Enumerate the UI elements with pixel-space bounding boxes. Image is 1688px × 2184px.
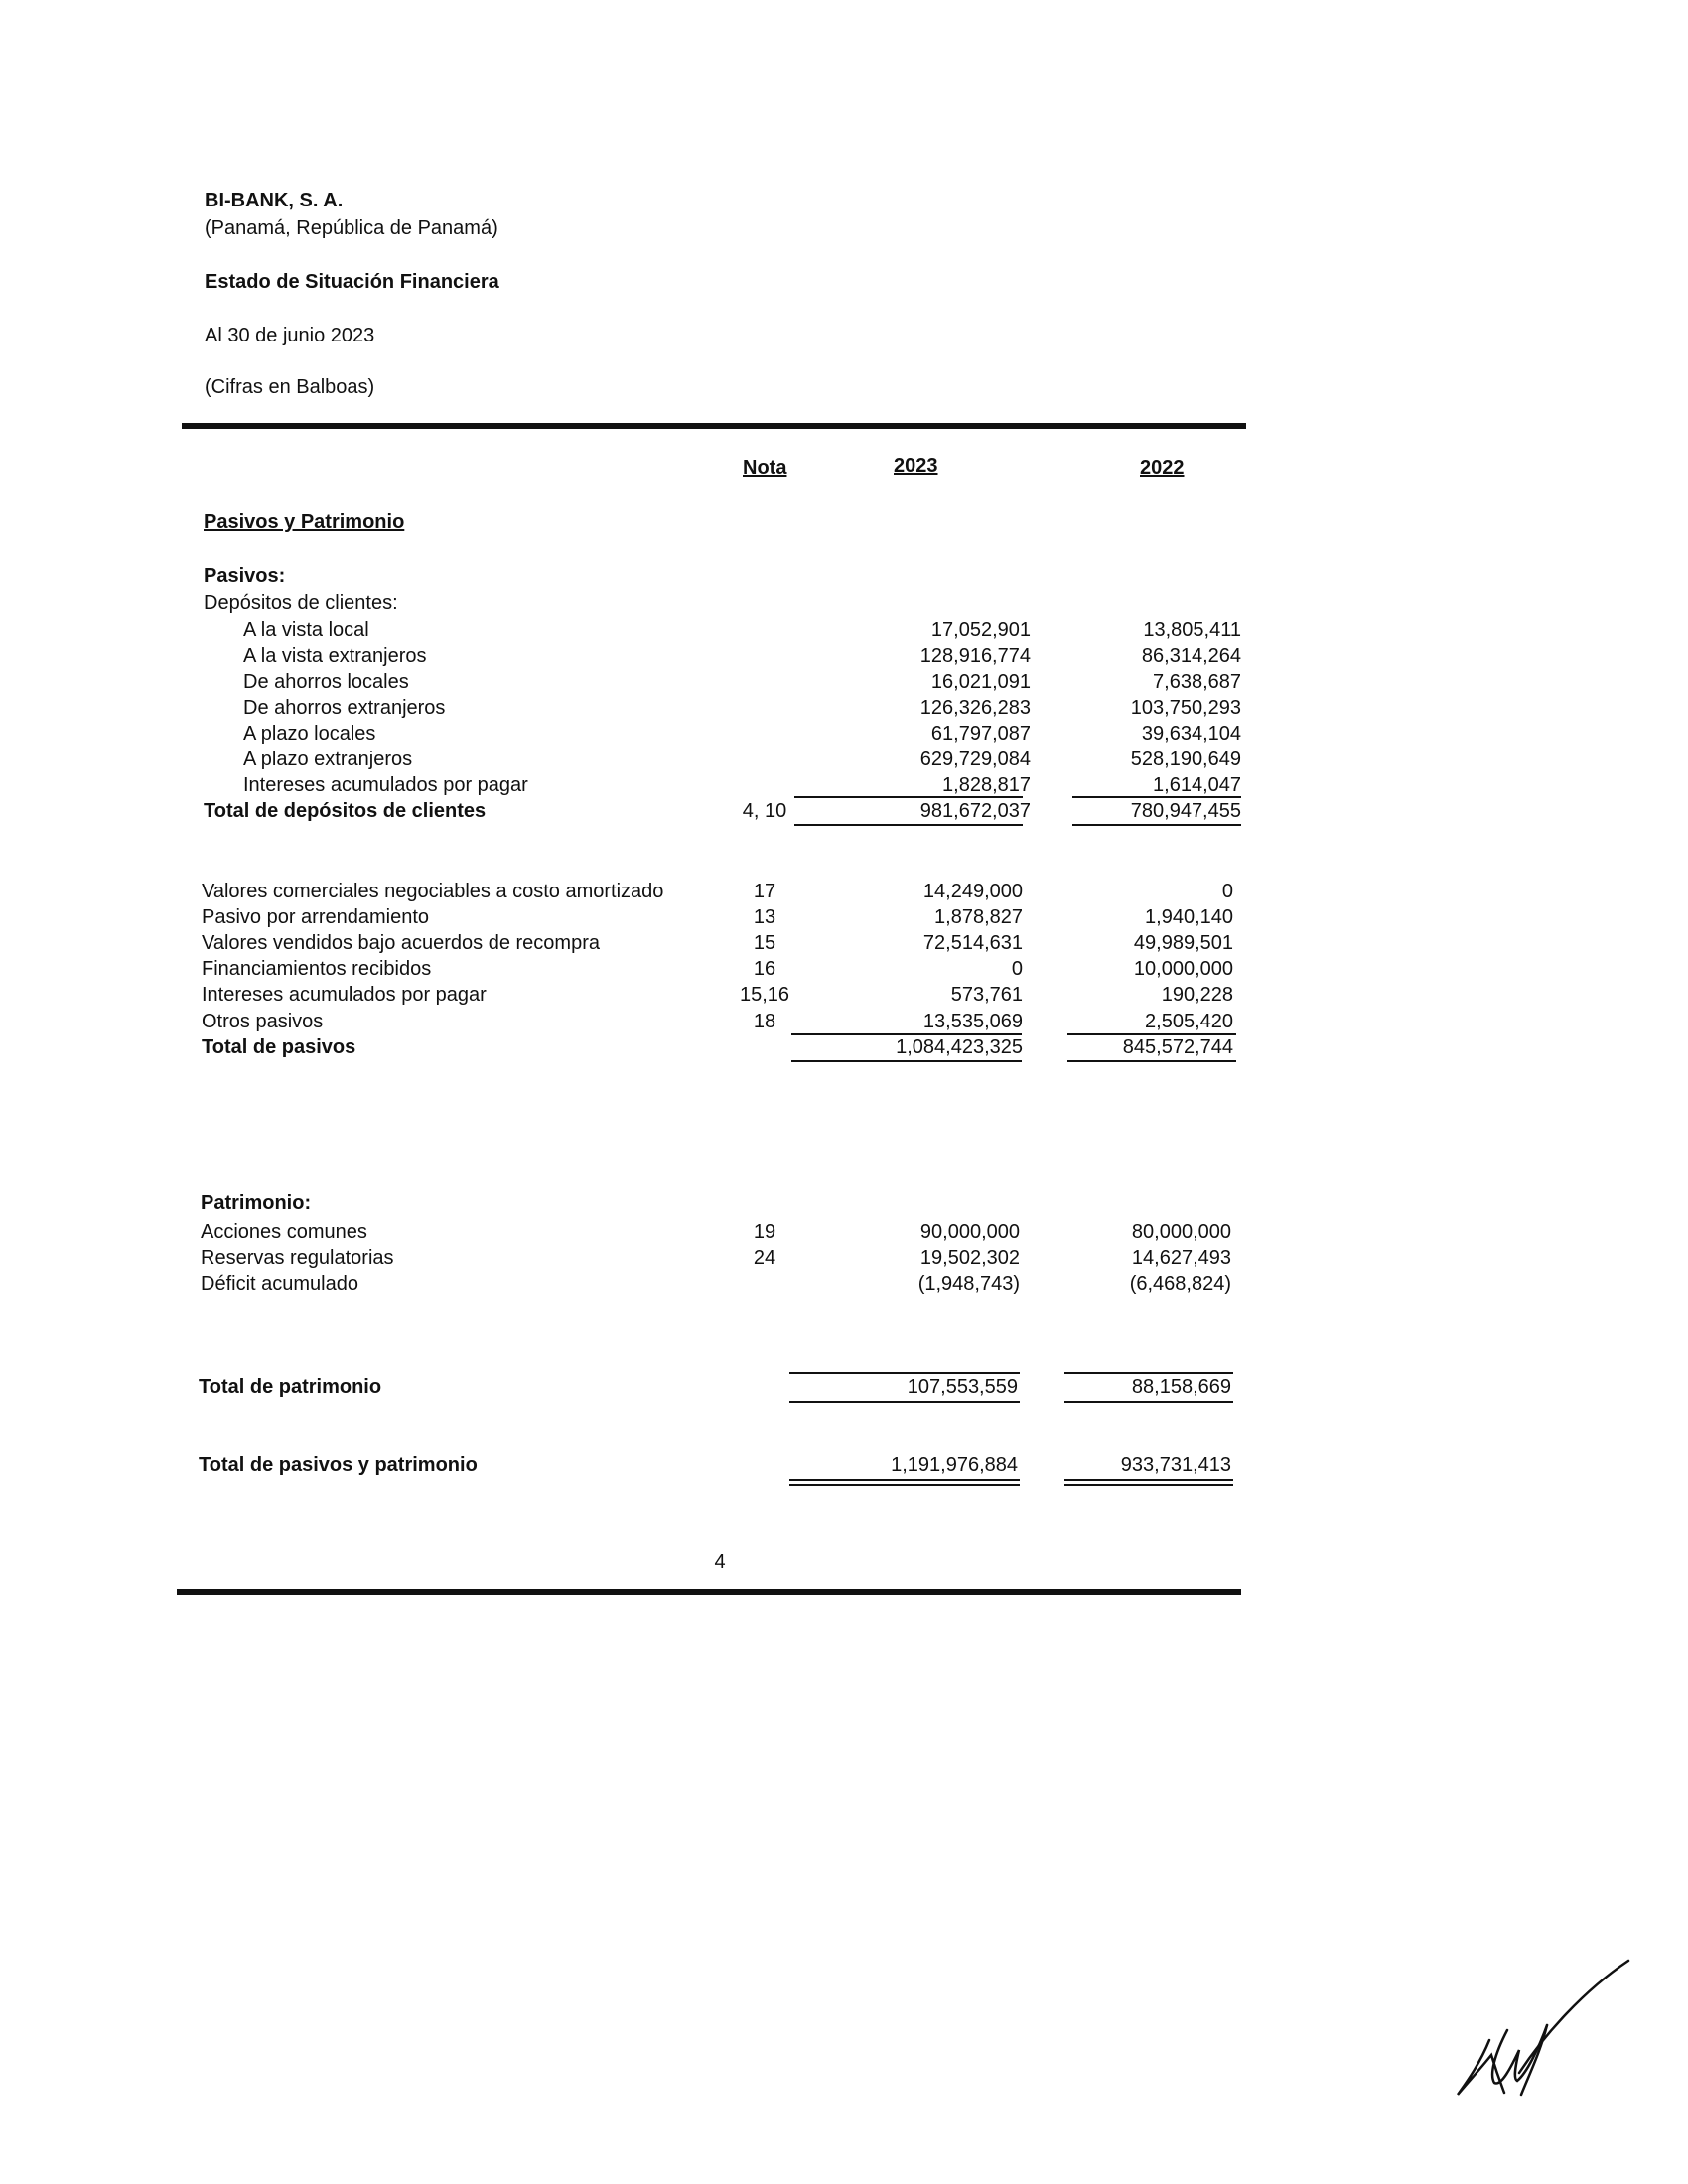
grand-total-row: Total de pasivos y patrimonio 1,191,976,884 933,731,413: [199, 1454, 1231, 1476]
table-row: De ahorros extranjeros 126,326,283 103,750,293: [243, 697, 1241, 719]
statement-date: Al 30 de junio 2023: [205, 325, 375, 346]
top-rule: [182, 423, 1246, 429]
table-row: Pasivo por arrendamiento 13 1,878,827 1,940,140: [202, 906, 1233, 928]
table-row: Otros pasivos 18 13,535,069 2,505,420: [202, 1011, 1233, 1032]
total-line-2022: [1072, 824, 1241, 826]
patrimonio-title: Patrimonio:: [201, 1192, 312, 1214]
table-row: Valores vendidos bajo acuerdos de recompra 15 72,514,631 49,989,501: [202, 932, 1233, 954]
table-row: Acciones comunes 19 90,000,000 80,000,000: [201, 1221, 1231, 1243]
total-line-2023: [794, 824, 1023, 826]
section-title: Pasivos y Patrimonio: [204, 511, 405, 533]
total-patrimonio-row: Total de patrimonio 107,553,559 88,158,669: [199, 1376, 1231, 1398]
signature-initials: [1450, 1956, 1648, 2105]
table-row: A la vista extranjeros 128,916,774 86,314,264: [243, 645, 1241, 667]
total-depositos-row: Total de depósitos de clientes 4, 10 981,672,037 780,947,455: [204, 800, 1241, 822]
table-row: Financiamientos recibidos 16 0 10,000,000: [202, 958, 1233, 980]
col-2022: 2022: [1140, 457, 1185, 478]
table-row: Reservas regulatorias 24 19,502,302 14,627,493: [201, 1247, 1231, 1269]
table-row: Déficit acumulado (1,948,743) (6,468,824): [201, 1273, 1231, 1295]
table-row: A plazo extranjeros 629,729,084 528,190,649: [243, 749, 1241, 770]
table-row: A la vista local 17,052,901 13,805,411: [243, 619, 1241, 641]
table-row: Intereses acumulados por pagar 15,16 573,761 190,228: [202, 984, 1233, 1006]
company-name: BI-BANK, S. A.: [205, 190, 344, 211]
statement-title: Estado de Situación Financiera: [205, 271, 499, 293]
table-row: De ahorros locales 16,021,091 7,638,687: [243, 671, 1241, 693]
col-2023: 2023: [894, 455, 938, 477]
table-row: A plazo locales 61,797,087 39,634,104: [243, 723, 1241, 745]
double-line-2022-b: [1064, 1484, 1233, 1486]
double-line-2023-a: [789, 1479, 1020, 1481]
total-line-2023: [791, 1060, 1022, 1062]
col-nota: Nota: [743, 457, 787, 478]
total-line-2022: [1067, 1060, 1236, 1062]
depositos-title: Depósitos de clientes:: [204, 592, 398, 614]
total-line-2023: [789, 1401, 1020, 1403]
double-line-2022-a: [1064, 1479, 1233, 1481]
page-number: 4: [714, 1551, 726, 1572]
table-row: Intereses acumulados por pagar 1,828,817 1,614,047: [243, 774, 1241, 796]
table-row: Valores comerciales negociables a costo amortizado 17 14,249,000 0: [202, 881, 1233, 902]
company-location: (Panamá, República de Panamá): [205, 217, 498, 239]
currency-note: (Cifras en Balboas): [205, 376, 375, 398]
total-pasivos-row: Total de pasivos 1,084,423,325 845,572,744: [202, 1036, 1233, 1058]
double-line-2023-b: [789, 1484, 1020, 1486]
total-line-2022: [1064, 1401, 1233, 1403]
bottom-rule: [177, 1589, 1241, 1595]
pasivos-title: Pasivos:: [204, 565, 286, 587]
